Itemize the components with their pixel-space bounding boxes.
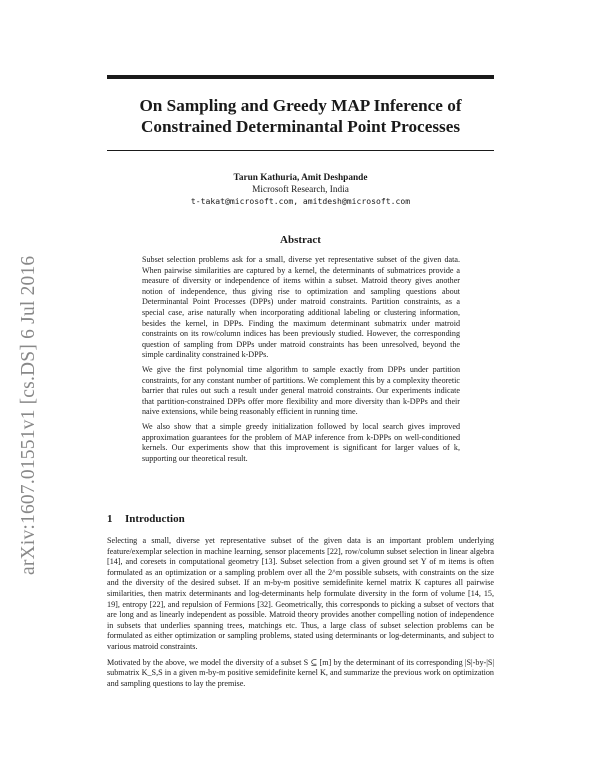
abstract-body [142, 255, 460, 468]
author-names: Tarun Kathuria, Amit Deshpande [233, 173, 368, 183]
abstract-paragraph: Subset selection problems ask for a small, diverse yet representative subset of the given data. When pairwise similarities are captured by a kernel, the determinants of submatrices provide a measure of diversity or independence of items within a subset. Matroid theory gives another notion of independence, thus giving rise to optimization and sampling questions about Determinantal Point Processes (DPPs) under matroid constraints. Partition constraints, as a special case, arise naturally when incorporating additional labeling or clustering information, besides the kernel, in DPPs. Finding the maximum determinant submatrix under matroid constraints on its row/column indices has been previously studied. However, the corresponding question of sampling from DPPs under matroid constraints has been unresolved, beyond the simple cardinality constrained k-DPPs. [142, 255, 460, 360]
abstract-paragraph: We give the first polynomial time algorithm to sample exactly from DPPs under partition constraints, for any constant number of partitions. We complement this by a complexity theoretic barrier that rules out such a result under general matroid constraints. Our experiments indicate that partition-constrained DPPs offer more flexibility and more diversity than k-DPPs and their naive extensions, while being reasonably efficient in running time. [142, 364, 460, 417]
abstract-paragraph: We also show that a simple greedy initialization followed by local search gives improved approximation guarantees for the problem of MAP inference from k-DPPs on well-conditioned kernels. Our experiments show that this improvement is significant for larger values of k, supporting our theoretical result. [142, 421, 460, 463]
paper-title-line-2: Constrained Determinantal Point Processes [140, 117, 461, 136]
introduction-body [107, 536, 494, 694]
section-title: Introduction [125, 513, 185, 525]
abstract-heading: Abstract [280, 234, 321, 246]
section-heading-introduction [107, 513, 494, 525]
author-affiliation: Microsoft Research, India [252, 184, 349, 195]
title-rule-top [107, 75, 494, 79]
arxiv-identifier-stamp: arXiv:1607.01551v1 [cs.DS] 6 Jul 2016 [18, 255, 39, 575]
author-emails: t-takat@microsoft.com, amitdesh@microsoft.com [190, 196, 411, 207]
section-number: 1 [107, 513, 113, 525]
body-paragraph: Motivated by the above, we model the diversity of a subset S ⊆ [m] by the determinant of its corresponding |S|-by-|S| submatrix K_S,S in a given m-by-m positive semidefinite kernel K, and summarize the previous work on optimization and sampling questions to lay the premise. [107, 657, 494, 688]
paper-title [107, 95, 494, 137]
author-block [107, 173, 494, 208]
body-paragraph: Selecting a small, diverse yet representative subset of the given data is an important problem underlying feature/exemplar selection in machine learning, sensor placements [22], row/column subset selection in linear algebra [14], and coresets in computational geometry [13]. Subset selection from a given ground set Y of m items is often formulated as an optimization or a sampling problem over all the 2^m possible subsets, with constraints on the size and the diversity of the desired subset. If an m-by-m positive semidefinite kernel matrix K captures all pairwise similarities, then matrix determinants and log-determinants help formulate diversity in the form of volume [14, 15, 19], entropy [22], and repulsion of Fermions [32]. Geometrically, this corresponds to picking a subset of vectors that are long and as linearly independent as possible. Matroid theory provides another compelling notion of independence in subsets that underlies spanning trees, matchings etc. Thus, a large class of subset selection problems can be formulated as either optimization or sampling problems, stated using determinants or log-determinants, and subject to various matroid constraints. [107, 536, 494, 651]
title-rule-bottom [107, 150, 494, 151]
paper-title-line-1: On Sampling and Greedy MAP Inference of [139, 96, 462, 115]
